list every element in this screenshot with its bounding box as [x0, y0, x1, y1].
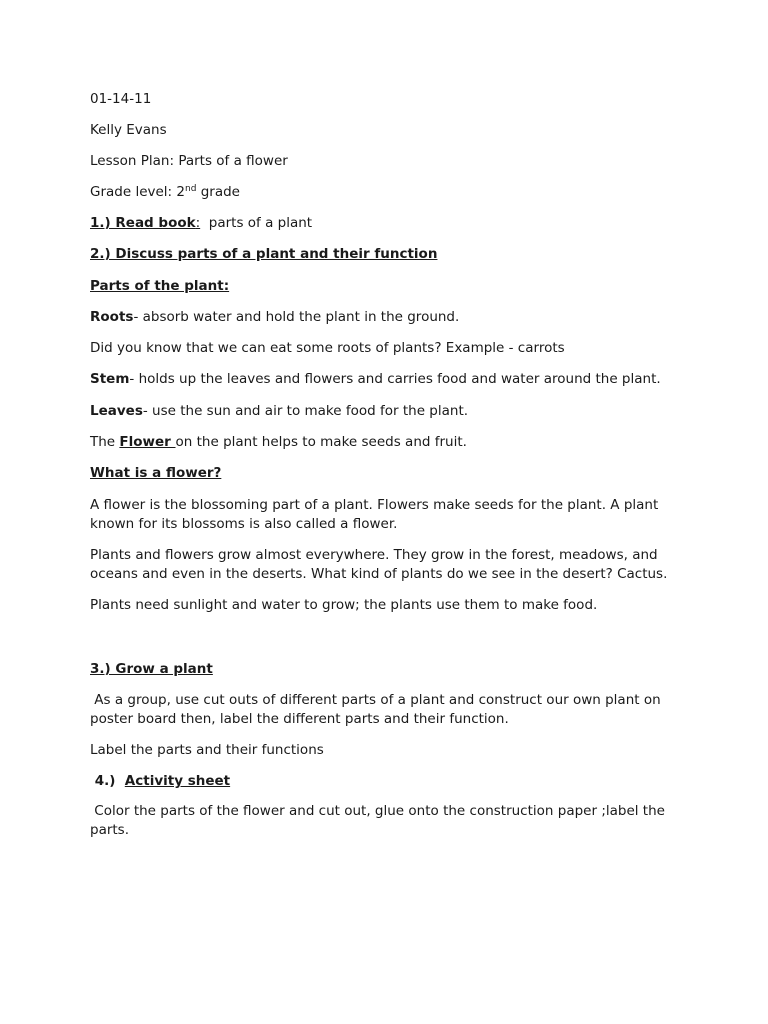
roots-line — [90, 308, 459, 327]
grade-level — [90, 183, 240, 202]
flower-pre: The — [90, 434, 120, 450]
lesson-title: Lesson Plan: Parts of a flower — [90, 153, 288, 169]
step-2-heading: 2.) Discuss parts of a plant and their function — [90, 246, 438, 262]
step-1 — [90, 214, 312, 233]
what-flower-heading: What is a flower? — [90, 465, 222, 481]
flower-line — [90, 433, 467, 452]
what-flower-paragraph-3: Plants need sunlight and water to grow; the plants use them to make food. — [90, 597, 598, 613]
step-4-number: 4.) — [90, 773, 125, 789]
stem-term: Stem — [90, 371, 130, 387]
roots-fact: Did you know that we can eat some roots of plants? Example - carrots — [90, 340, 565, 356]
stem-text: - holds up the leaves and flowers and carries food and water around the plant. — [129, 371, 661, 387]
author-name: Kelly Evans — [90, 122, 167, 138]
step-4-heading: Activity sheet — [124, 773, 231, 789]
what-flower-paragraph-1: A flower is the blossoming part of a plant. Flowers make seeds for the plant. A plant known for its blossoms is also called a flower. — [90, 497, 659, 532]
roots-term: Roots — [90, 309, 134, 325]
parts-heading: Parts of the plant: — [90, 278, 230, 294]
grade-prefix: Grade level: 2 — [90, 184, 185, 200]
what-flower-paragraph-2: Plants and flowers grow almost everywhere. They grow in the forest, meadows, and oceans and even in the deserts. What kind of plants do we see in the desert? Cactus. — [90, 547, 668, 582]
step-4-paragraph: Color the parts of the flower and cut out, glue onto the construction paper ;label the parts. — [90, 803, 670, 838]
grade-ordinal: nd — [184, 184, 197, 194]
step-3-paragraph-1: As a group, use cut outs of different parts of a plant and construct our own plant on poster board then, label the different parts and their function. — [90, 692, 665, 727]
roots-text: - absorb water and hold the plant in the ground. — [133, 309, 460, 325]
flower-term: Flower — [119, 434, 176, 450]
step-1-label: 1.) Read book — [90, 215, 196, 231]
step-1-colon: : — [195, 215, 201, 231]
step-3-paragraph-2: Label the parts and their functions — [90, 742, 324, 758]
step-3-heading: 3.) Grow a plant — [90, 661, 213, 677]
flower-text: on the plant helps to make seeds and fruit. — [175, 434, 467, 450]
leaves-term: Leaves — [90, 403, 143, 419]
step-4-heading-line — [90, 772, 230, 791]
grade-suffix: grade — [196, 184, 240, 200]
leaves-text: - use the sun and air to make food for the plant. — [142, 403, 469, 419]
leaves-line — [90, 402, 468, 421]
date: 01-14-11 — [90, 91, 152, 107]
stem-line — [90, 370, 661, 389]
step-1-text: parts of a plant — [200, 215, 313, 231]
